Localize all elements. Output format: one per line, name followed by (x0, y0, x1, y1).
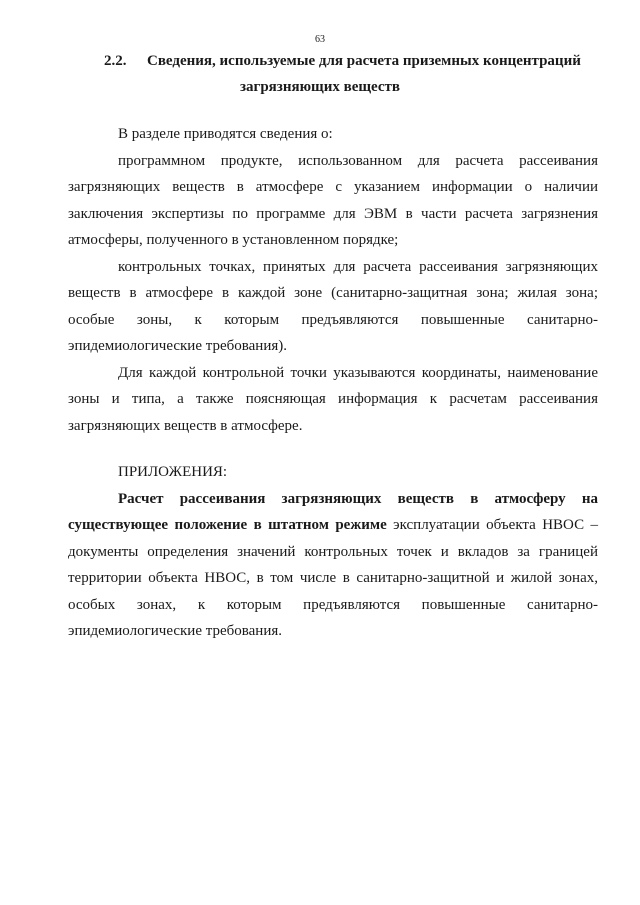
appendix-rest-text: эксплуатации объекта НВОС – документы определения значений контрольных точек и вкладов за границей территории объекта НВОС, в том числе в санитарно-защитной и жилой зонах, особых зонах, к которым предъявляются повышенные санитарно-эпидемиологические требования. (68, 517, 598, 639)
appendix-block (68, 459, 598, 645)
section-number: 2.2. (104, 53, 127, 69)
coordinates-paragraph: Для каждой контрольной точки указываются координаты, наименование зоны и типа, а также поясняющая информация к расчетам рассеивания загрязняющих веществ в атмосфере. (68, 364, 598, 434)
control-points-paragraph: контрольных точках, принятых для расчета рассеивания загрязняющих веществ в атмосфере в каждой зоне (санитарно-защитная зона; жилая зона; особые зоны, к которым предъявляются повышенные санитарно-эпидемиологические требования). (68, 258, 598, 354)
appendix-paragraph (68, 486, 598, 645)
section-title-line2: загрязняющих веществ (240, 79, 400, 95)
software-paragraph: программном продукте, использованном для расчета рассеивания загрязняющих веществ в атмосфере с указанием информации о наличии заключения экспертизы по программе для ЭВМ в части расчета загрязнения атмосферы, полученного в установленном порядке; (68, 152, 598, 248)
page-number: 63 (315, 34, 325, 45)
appendix-title: ПРИЛОЖЕНИЯ: (118, 464, 228, 480)
appendix-bold-text: Расчет рассеивания загрязняющих веществ в атмосферу на существующее положение в штатном режиме (68, 490, 598, 533)
section-body (68, 121, 598, 439)
section-title-line1: Сведения, используемые для расчета приземных концентраций (147, 53, 581, 69)
intro-paragraph: В разделе приводятся сведения о: (118, 126, 333, 142)
